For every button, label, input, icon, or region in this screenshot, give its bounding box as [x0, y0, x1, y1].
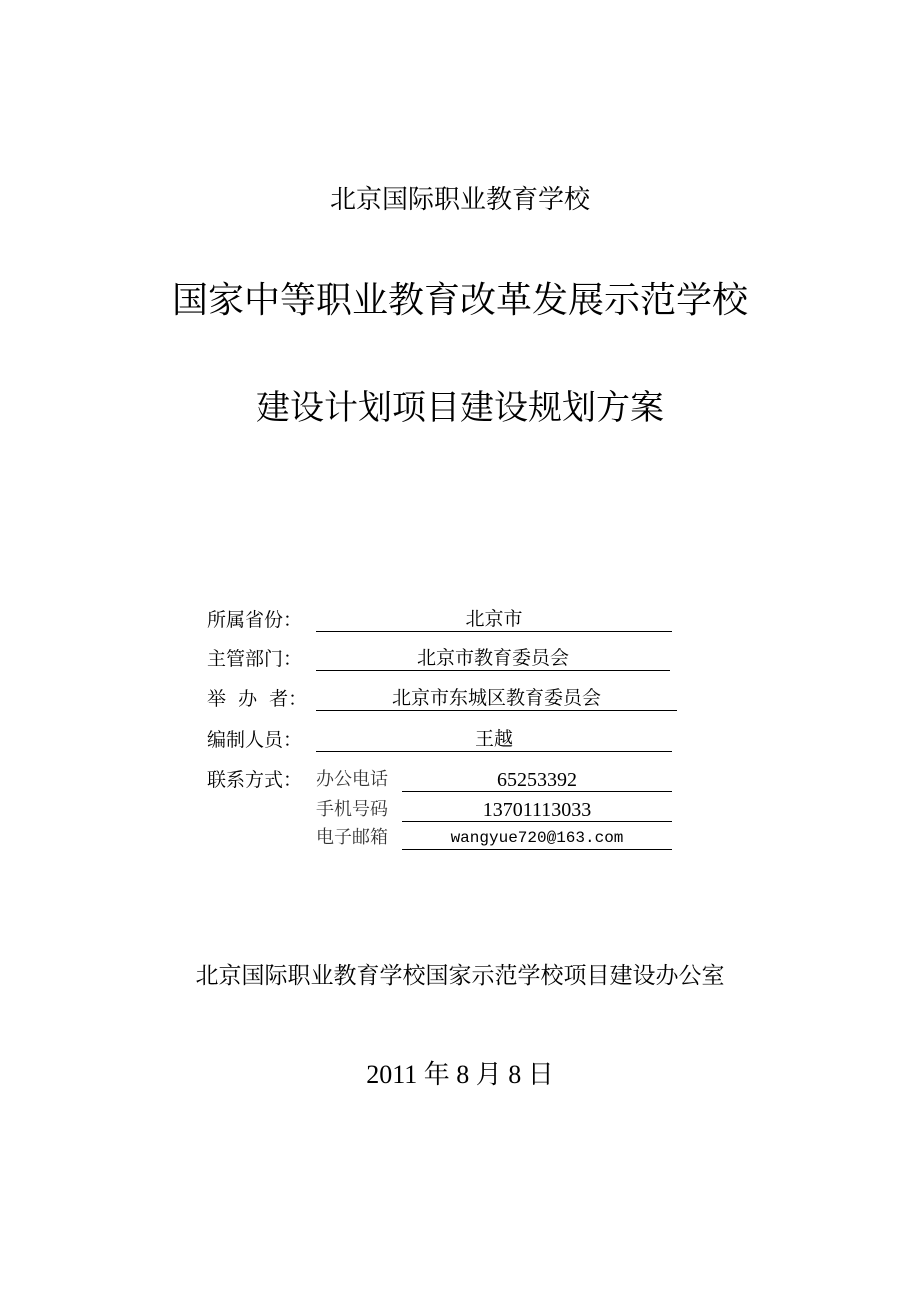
compiler-label: 编制人员：	[207, 729, 303, 751]
province-value: 北京市	[316, 607, 672, 632]
mobile-value: 13701113033	[402, 799, 672, 822]
office-phone-value: 65253392	[402, 769, 672, 792]
school-name: 北京国际职业教育学校	[329, 185, 590, 215]
province-label: 所属省份：	[207, 609, 303, 631]
email-label: 电子邮箱	[316, 827, 388, 848]
organizer-label: 举 办 者：	[207, 688, 308, 710]
compiler-value: 王越	[316, 727, 672, 752]
email-value: wangyue720@163.com	[402, 827, 672, 850]
contact-label: 联系方式：	[207, 769, 303, 791]
authority-label: 主管部门：	[207, 648, 303, 670]
organizer-value: 北京市东城区教育委员会	[316, 686, 677, 711]
office-phone-label: 办公电话	[316, 769, 388, 790]
document-title-line-1: 国家中等职业教育改革发展示范学校	[171, 280, 748, 321]
issue-date: 2011 年 8 月 8 日	[366, 1060, 554, 1089]
issuing-office: 北京国际职业教育学校国家示范学校项目建设办公室	[195, 963, 725, 989]
document-title-line-2: 建设计划项目建设规划方案	[256, 388, 664, 428]
mobile-label: 手机号码	[316, 799, 388, 820]
authority-value: 北京市教育委员会	[316, 646, 670, 671]
